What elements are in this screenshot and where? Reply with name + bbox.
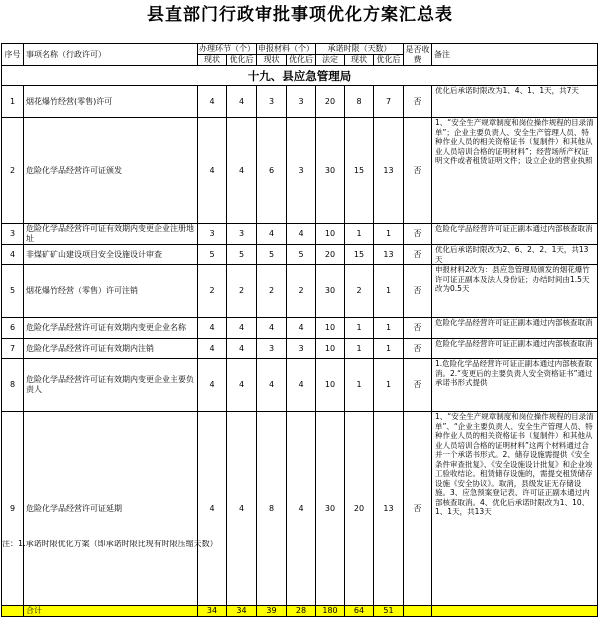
total-empty <box>432 606 598 617</box>
time-cur-value: 1 <box>345 339 374 359</box>
remark-text: 危险化学品经营许可证正副本通过内部核查取消 <box>435 318 593 327</box>
time-legal-value: 30 <box>316 265 345 318</box>
total-time-cur: 64 <box>345 606 374 617</box>
time-opt-value: 1 <box>374 339 404 359</box>
steps-opt-value: 4 <box>227 339 257 359</box>
time-legal-value: 20 <box>316 86 345 118</box>
mat-opt-value: 4 <box>287 359 316 412</box>
remark-text: 优化后承诺时限改为2、6、2、2、1天，共13天 <box>435 245 589 264</box>
remark-text: 1.危险化学品经营许可证正副本通过内部核查取消。2.“变更后的主要负责人安全资格证书”通过承诺书形式提供 <box>435 359 593 387</box>
steps-opt-value: 2 <box>227 265 257 318</box>
table-row <box>2 118 598 224</box>
col-name: 事项名称（行政许可） <box>24 44 198 66</box>
col-seq: 序号 <box>2 44 24 66</box>
table-row <box>2 318 598 339</box>
time-cur-value: 2 <box>345 265 374 318</box>
mat-opt-value: 4 <box>287 318 316 339</box>
table-row <box>2 265 598 318</box>
approval-table <box>1 43 598 617</box>
total-time-opt: 51 <box>374 606 404 617</box>
item-name: 烟花爆竹经营（零售）许可注销 <box>24 265 198 318</box>
table-row <box>2 412 598 606</box>
total-empty <box>404 606 432 617</box>
col-time: 承诺时限（天数） <box>316 44 404 55</box>
time-opt-value: 13 <box>374 118 404 224</box>
mat-opt-value: 3 <box>287 118 316 224</box>
steps-cur-value: 4 <box>198 118 227 224</box>
time-cur-value: 20 <box>345 412 374 606</box>
mat-opt-value: 4 <box>287 224 316 245</box>
steps-cur-value: 4 <box>198 359 227 412</box>
fee-value: 否 <box>404 412 432 606</box>
item-name: 危险化学品经营许可证有效期内变更企业注册地址 <box>24 224 198 245</box>
mat-cur-value: 4 <box>257 318 287 339</box>
remark-cell <box>432 265 598 318</box>
time-legal-value: 20 <box>316 245 345 265</box>
time-legal-value: 10 <box>316 318 345 339</box>
steps-cur-value: 2 <box>198 265 227 318</box>
col-time-legal: 法定 <box>316 55 345 66</box>
row-seq: 6 <box>2 318 24 339</box>
mat-opt-value: 2 <box>287 265 316 318</box>
time-cur-value: 8 <box>345 86 374 118</box>
steps-cur-value: 3 <box>198 224 227 245</box>
row-seq: 1 <box>2 86 24 118</box>
time-cur-value: 1 <box>345 359 374 412</box>
item-name: 危险化学品经营许可证延期 <box>24 412 198 606</box>
section-row <box>2 66 598 86</box>
section-title: 十九、县应急管理局 <box>2 66 598 86</box>
row-seq: 9 <box>2 412 24 606</box>
steps-opt-value: 5 <box>227 245 257 265</box>
mat-cur-value: 8 <box>257 412 287 606</box>
remark-text: 1、“安全生产规章制度和岗位操作规程的目录清单”、“企业主要负责人、安全生产管理人员、特种作业人员的相关资格证书（复制件）和其他从业人员培训合格的证明材料”这两个材料通过合并一个承诺书形式。2、储存设施需提供《安全条件审查批复》、《安全设施设计批复》和企业竣工验收结论。租赁储存设施的，需提交租赁储存设施《安全协议》。取消，县级发证无存储设施。3、应急预案登记表、许可证正副本通过内部核查取消。4、优化后承诺时限改为1、10、1、1天，共13天 <box>435 412 594 516</box>
time-opt-value: 7 <box>374 86 404 118</box>
time-opt-value: 13 <box>374 412 404 606</box>
time-cur-value: 15 <box>345 245 374 265</box>
page-title: 县直部门行政审批事项优化方案汇总表 <box>147 5 453 25</box>
fee-value: 否 <box>404 339 432 359</box>
table-row <box>2 359 598 412</box>
time-cur-value: 1 <box>345 318 374 339</box>
time-legal-value: 10 <box>316 224 345 245</box>
total-row <box>2 606 598 617</box>
item-name: 危险化学品经营许可证颁发 <box>24 118 198 224</box>
time-cur-value: 1 <box>345 224 374 245</box>
steps-cur-value: 5 <box>198 245 227 265</box>
steps-opt-value: 4 <box>227 318 257 339</box>
total-steps-cur: 34 <box>198 606 227 617</box>
fee-value: 否 <box>404 86 432 118</box>
row-seq: 8 <box>2 359 24 412</box>
remark-text: 优化后承诺时限改为1、4、1、1天，共7天 <box>435 86 579 95</box>
table-row <box>2 339 598 359</box>
fee-value: 否 <box>404 318 432 339</box>
row-seq: 2 <box>2 118 24 224</box>
row-seq: 3 <box>2 224 24 245</box>
footnote: 注：1.承诺时限优化方案（即承诺时限比现有时限压缩天数） <box>2 540 218 548</box>
item-name: 非煤矿矿山建设项目安全设施设计审查 <box>24 245 198 265</box>
total-mat-opt: 28 <box>287 606 316 617</box>
time-opt-value: 1 <box>374 224 404 245</box>
row-seq: 5 <box>2 265 24 318</box>
mat-opt-value: 5 <box>287 245 316 265</box>
table-row <box>2 245 598 265</box>
remark-cell <box>432 118 598 224</box>
col-materials-current: 现状 <box>257 55 287 66</box>
mat-cur-value: 2 <box>257 265 287 318</box>
mat-opt-value: 3 <box>287 339 316 359</box>
remark-cell <box>432 359 598 412</box>
item-name: 烟花爆竹经营(零售)许可 <box>24 86 198 118</box>
mat-cur-value: 4 <box>257 359 287 412</box>
total-label: 合计 <box>24 606 198 617</box>
steps-cur-value: 4 <box>198 339 227 359</box>
mat-opt-value: 3 <box>287 86 316 118</box>
remark-cell <box>432 245 598 265</box>
col-remark: 备注 <box>432 44 598 66</box>
mat-cur-value: 6 <box>257 118 287 224</box>
remark-text: 申报材料2改为：县应急管理局颁发的烟花爆竹许可证正副本及法人身份证；办结时间由1.5天改为0.5天 <box>435 265 590 293</box>
mat-cur-value: 5 <box>257 245 287 265</box>
table-row <box>2 86 598 118</box>
col-time-optimized: 优化后 <box>374 55 404 66</box>
steps-opt-value: 3 <box>227 224 257 245</box>
item-name: 危险化学品经营许可证有效期内注销 <box>24 339 198 359</box>
steps-cur-value: 4 <box>198 86 227 118</box>
remark-cell <box>432 339 598 359</box>
col-steps: 办理环节（个） <box>199 44 255 53</box>
time-legal-value: 30 <box>316 412 345 606</box>
mat-cur-value: 4 <box>257 224 287 245</box>
mat-cur-value: 3 <box>257 86 287 118</box>
col-materials-optimized: 优化后 <box>287 55 316 66</box>
total-empty <box>2 606 24 617</box>
time-opt-value: 1 <box>374 265 404 318</box>
time-cur-value: 15 <box>345 118 374 224</box>
remark-text: 危险化学品经营许可证正副本通过内部核查取消 <box>435 224 593 233</box>
table-row <box>2 224 598 245</box>
remark-cell <box>432 86 598 118</box>
fee-value: 否 <box>404 265 432 318</box>
total-mat-cur: 39 <box>257 606 287 617</box>
time-opt-value: 1 <box>374 318 404 339</box>
col-materials: 申报材料（个） <box>258 44 314 53</box>
remark-cell <box>432 412 598 606</box>
time-legal-value: 30 <box>316 118 345 224</box>
fee-value: 否 <box>404 245 432 265</box>
col-steps-current: 现状 <box>198 55 227 66</box>
fee-value: 否 <box>404 224 432 245</box>
col-steps-optimized: 优化后 <box>227 55 257 66</box>
remark-cell <box>432 224 598 245</box>
header-row-1 <box>2 44 598 55</box>
time-opt-value: 13 <box>374 245 404 265</box>
mat-cur-value: 3 <box>257 339 287 359</box>
steps-cur-value: 4 <box>198 412 227 606</box>
total-time-legal: 180 <box>316 606 345 617</box>
item-name: 危险化学品经营许可证有效期内变更企业主要负责人 <box>24 359 198 412</box>
mat-opt-value: 4 <box>287 412 316 606</box>
remark-cell <box>432 318 598 339</box>
fee-value: 否 <box>404 118 432 224</box>
remark-text: 1、“安全生产规章制度和岗位操作规程的目录清单”；企业主要负责人、安全生产管理人员、特种作业人员的相关资格证书（复制件）和其他从业人员培训合格的证明材料”；经营场所产权证明文件或者租赁证明文件；设立企业的营业执照 <box>435 118 594 165</box>
fee-value: 否 <box>404 359 432 412</box>
item-name: 危险化学品经营许可证有效期内变更企业名称 <box>24 318 198 339</box>
row-seq: 7 <box>2 339 24 359</box>
col-fee: 是否收费 <box>405 44 430 64</box>
row-seq: 4 <box>2 245 24 265</box>
steps-opt-value: 4 <box>227 86 257 118</box>
steps-opt-value: 4 <box>227 412 257 606</box>
time-legal-value: 10 <box>316 359 345 412</box>
time-opt-value: 1 <box>374 359 404 412</box>
steps-opt-value: 4 <box>227 118 257 224</box>
time-legal-value: 10 <box>316 339 345 359</box>
steps-cur-value: 4 <box>198 318 227 339</box>
total-steps-opt: 34 <box>227 606 257 617</box>
steps-opt-value: 4 <box>227 359 257 412</box>
remark-text: 危险化学品经营许可证正副本通过内部核查取消 <box>435 339 593 348</box>
col-time-current: 现状 <box>345 55 374 66</box>
